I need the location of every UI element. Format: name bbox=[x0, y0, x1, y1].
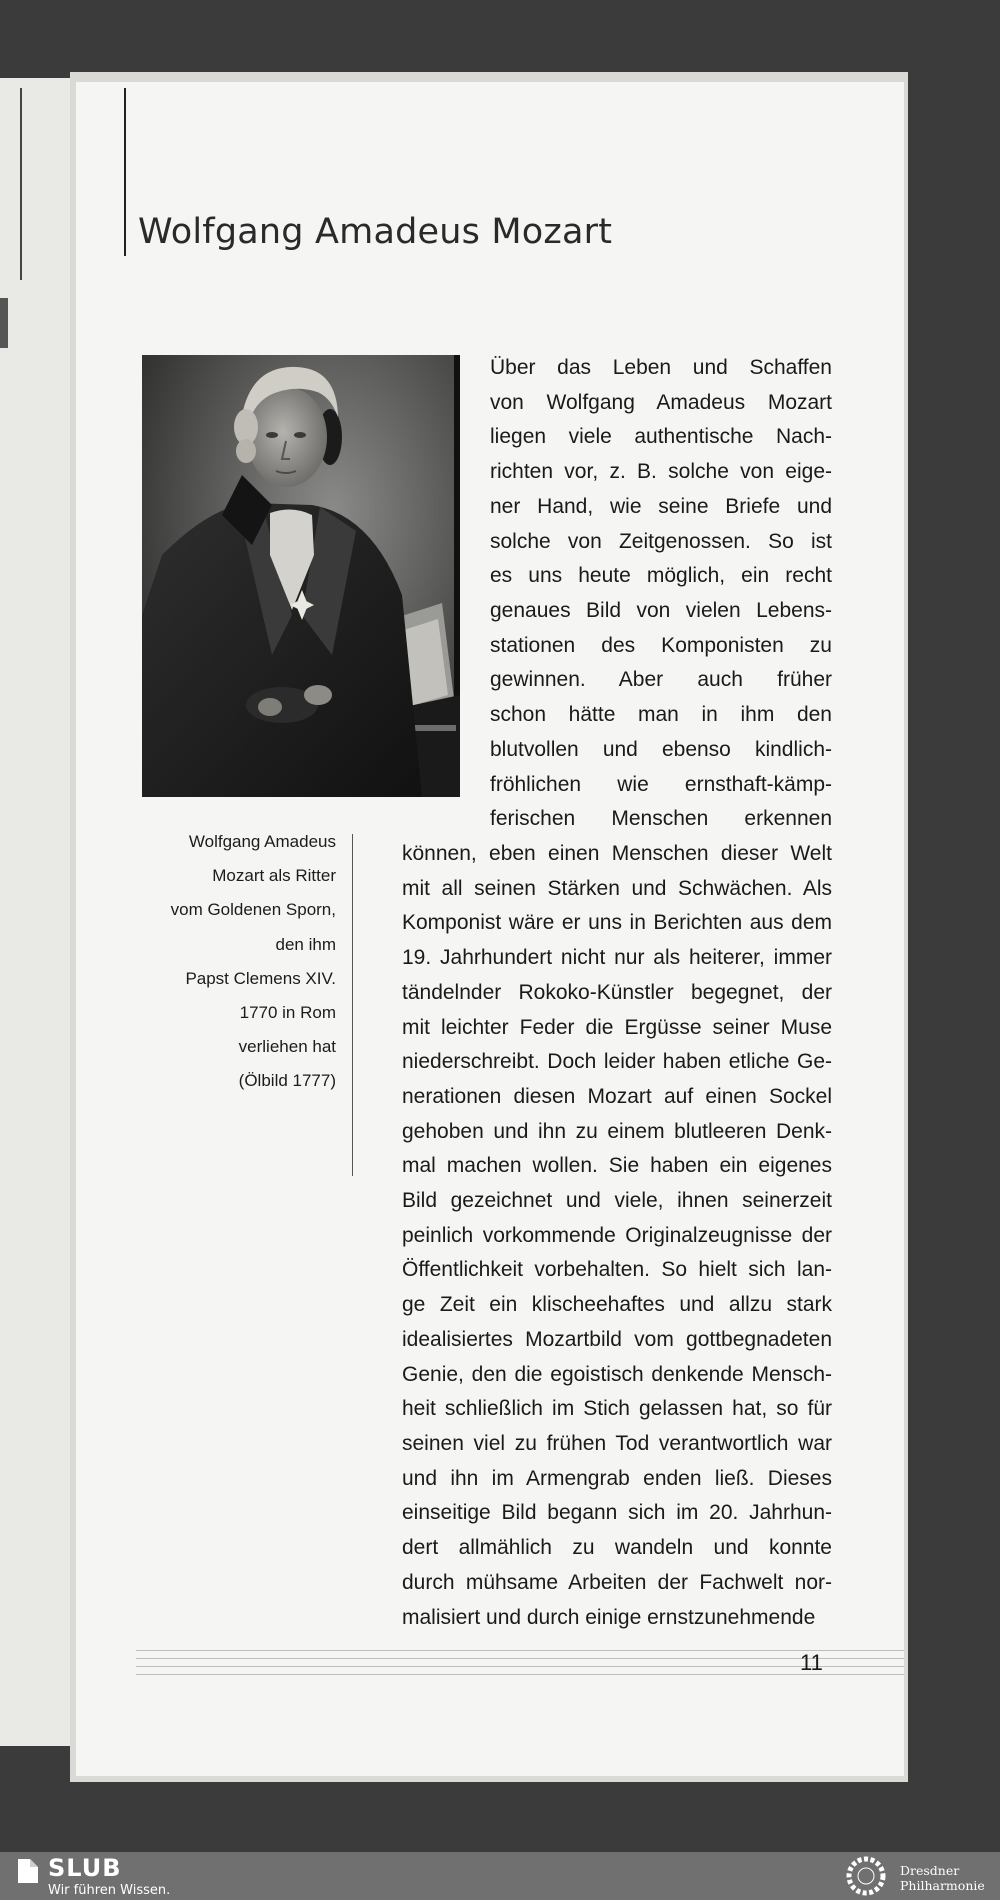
body-line: mal machen wollen. Sie haben ein eigenes bbox=[402, 1154, 832, 1177]
body-line: peinlich vorkommende Originalzeugnisse der bbox=[402, 1224, 832, 1247]
page-number: 11 bbox=[800, 1650, 823, 1675]
body-line: es uns heute möglich, ein recht bbox=[490, 564, 832, 587]
footer-rule bbox=[136, 1650, 904, 1651]
caption-divider bbox=[352, 834, 353, 1176]
caption-line: vom Goldenen Sporn, bbox=[170, 900, 336, 920]
caption-line: 1770 in Rom bbox=[239, 1003, 336, 1023]
body-line: 19. Jahrhundert nicht nur als heiterer, immer bbox=[402, 946, 832, 969]
body-line: fröhlichen wie ernsthaft-kämp- bbox=[490, 773, 832, 796]
body-line: seinen viel zu frühen Tod verantwortlich war bbox=[402, 1432, 832, 1455]
body-line: tändelnder Rokoko-Künstler begegnet, der bbox=[402, 981, 832, 1004]
caption-line: den ihm bbox=[275, 934, 336, 954]
body-line: ge Zeit ein klischeehaftes und allzu stark bbox=[402, 1293, 832, 1316]
body-line: blutvollen und ebenso kindlich- bbox=[490, 738, 832, 761]
viewer-footer-bar bbox=[0, 1852, 1000, 1900]
body-line: können, eben einen Menschen dieser Welt bbox=[402, 842, 832, 865]
body-line: idealisiertes Mozartbild vom gottbegnadeten bbox=[402, 1328, 832, 1351]
title-rule bbox=[124, 88, 126, 256]
scanned-page bbox=[76, 82, 904, 1776]
mozart-portrait bbox=[142, 355, 460, 797]
partner-name-line2: Philharmonie bbox=[900, 1878, 985, 1893]
portrait-caption bbox=[96, 825, 336, 1099]
library-name[interactable]: SLUB bbox=[48, 1854, 122, 1882]
body-line: mit leichter Feder die Ergüsse seiner Muse bbox=[402, 1016, 832, 1039]
body-line: genaues Bild von vielen Lebens- bbox=[490, 599, 832, 622]
body-line: Öffentlichkeit vorbehalten. So hielt sich lan- bbox=[402, 1258, 832, 1281]
body-line: durch mühsame Arbeiten der Fachwelt nor- bbox=[402, 1571, 832, 1594]
body-line: dert allmählich zu wandeln und konnte bbox=[402, 1536, 832, 1559]
body-line: Bild gezeichnet und viele, ihnen seinerzeit bbox=[402, 1189, 832, 1212]
caption-line: Wolfgang Amadeus bbox=[188, 832, 336, 851]
body-line: liegen viele authentische Nach- bbox=[490, 425, 832, 448]
library-tagline: Wir führen Wissen. bbox=[48, 1883, 171, 1898]
footer-rule bbox=[136, 1674, 904, 1675]
body-line: richten vor, z. B. solche von eige- bbox=[490, 460, 832, 483]
body-line: heit schließlich im Stich gelassen hat, so für bbox=[402, 1397, 832, 1420]
body-line: und ihn im Armengrab enden ließ. Dieses bbox=[402, 1467, 832, 1490]
body-line: ferischen Menschen erkennen bbox=[490, 807, 832, 830]
footer-rules bbox=[136, 1650, 904, 1682]
slub-logo-icon[interactable] bbox=[16, 1857, 40, 1885]
page-title: Wolfgang Amadeus Mozart bbox=[138, 212, 613, 252]
body-line: Genie, den die egoistisch denkende Mensch- bbox=[402, 1363, 832, 1386]
portrait-painting-icon bbox=[142, 355, 460, 797]
body-line: solche von Zeitgenossen. So ist bbox=[490, 530, 832, 553]
body-line: Komponist wäre er uns in Berichten aus dem bbox=[402, 911, 832, 934]
body-line: schon hätte man in ihm den bbox=[490, 703, 832, 726]
body-line: einseitige Bild begann sich im 20. Jahrhun- bbox=[402, 1501, 832, 1524]
footer-rule bbox=[136, 1666, 904, 1667]
philharmonie-logo-icon[interactable] bbox=[842, 1855, 890, 1897]
partner-name[interactable] bbox=[900, 1863, 985, 1893]
caption-line: Papst Clemens XIV. bbox=[185, 968, 336, 988]
partner-name-line1: Dresdner bbox=[900, 1863, 960, 1878]
previous-page-rule bbox=[20, 88, 22, 280]
caption-line: verliehen hat bbox=[238, 1037, 336, 1057]
body-line: nerationen diesen Mozart auf einen Sockel bbox=[402, 1085, 832, 1108]
caption-line: (Ölbild 1777) bbox=[238, 1071, 336, 1091]
body-line: niederschreibt. Doch leider haben etliche Ge- bbox=[402, 1050, 832, 1073]
caption-line: Mozart als Ritter bbox=[212, 866, 336, 886]
body-line: malisiert und durch einige ernstzunehmende bbox=[402, 1606, 816, 1629]
body-line: gewinnen. Aber auch früher bbox=[490, 668, 832, 691]
body-line: ner Hand, wie seine Briefe und bbox=[490, 495, 832, 518]
body-line: von Wolfgang Amadeus Mozart bbox=[490, 391, 832, 414]
previous-page-mark bbox=[0, 298, 8, 348]
body-line: mit all seinen Stärken und Schwächen. Als bbox=[402, 877, 832, 900]
footer-rule bbox=[136, 1658, 904, 1659]
previous-page-edge bbox=[0, 78, 70, 1746]
body-line: Über das Leben und Schaffen bbox=[490, 356, 832, 379]
body-line: stationen des Komponisten zu bbox=[490, 634, 832, 657]
body-line: gehoben und ihn zu einem blutleeren Denk- bbox=[402, 1120, 832, 1143]
